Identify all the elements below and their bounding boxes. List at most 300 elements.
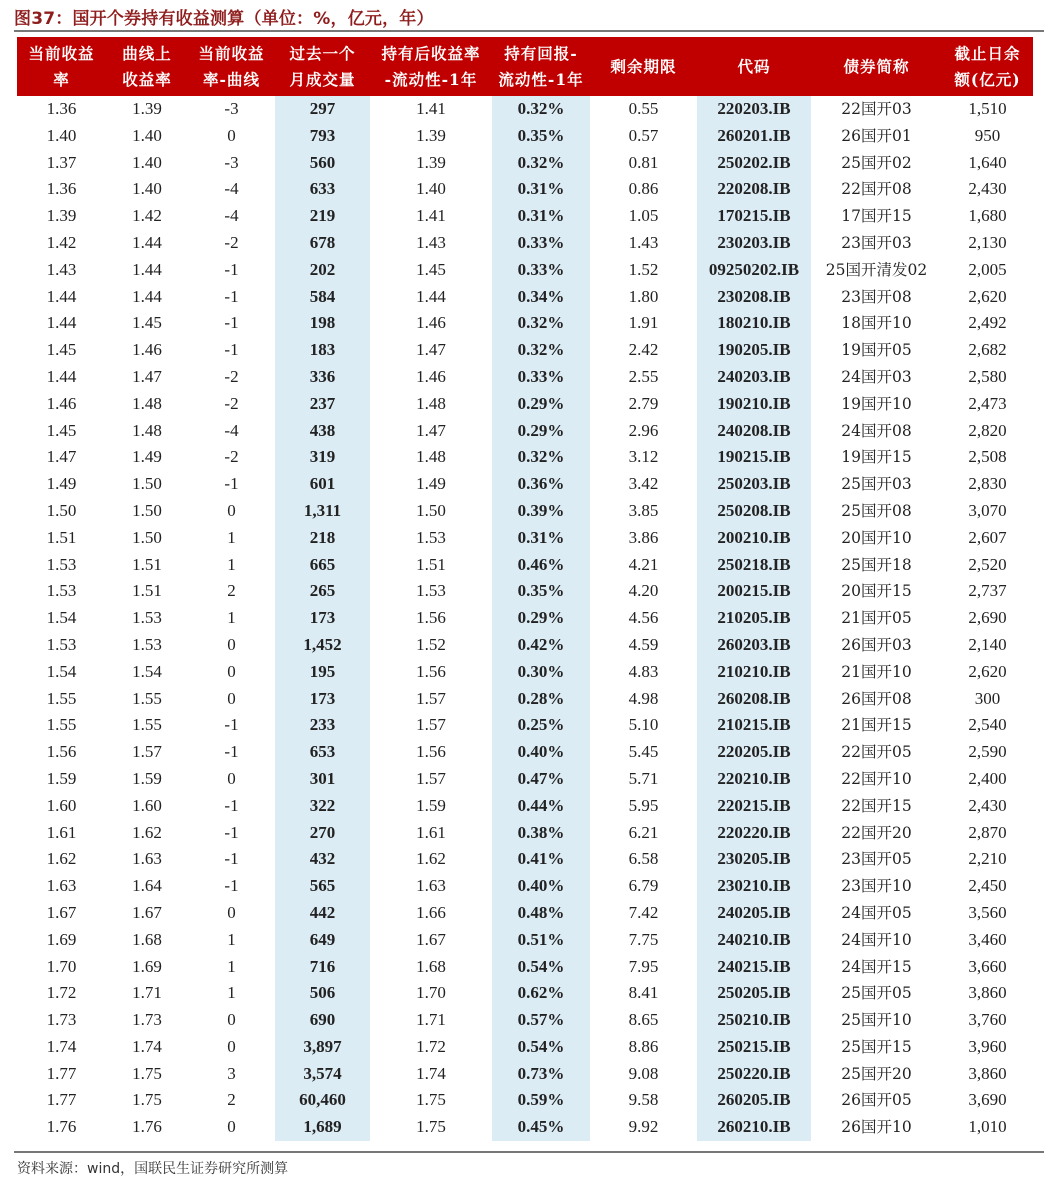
cell-curve-yield: 1.47: [132, 366, 162, 386]
header-line: -流动性-1年: [384, 69, 478, 89]
cell-post-hold-yield: 1.51: [416, 554, 446, 574]
cell-hold-return: 0.35%: [492, 123, 590, 150]
cell-hold-return: 0.34%: [492, 284, 590, 311]
cell-yield-minus-curve: 2: [227, 1090, 236, 1110]
cell-bond-name: 24国开05: [841, 903, 912, 922]
cell-post-hold-yield: 1.40: [416, 179, 446, 199]
table-row: [17, 766, 1033, 793]
cell-monthly-volume: 601: [275, 471, 370, 498]
cell-post-hold-yield: 1.70: [416, 983, 446, 1003]
table-row: [17, 578, 1033, 605]
cell-bond-code: 260201.IB: [697, 123, 811, 150]
cell-monthly-volume: 584: [275, 284, 370, 311]
cell-hold-return: 0.32%: [492, 150, 590, 177]
cell-outstanding-balance: 2,690: [968, 608, 1007, 628]
cell-post-hold-yield: 1.63: [416, 876, 446, 896]
cell-monthly-volume: 202: [275, 257, 370, 284]
cell-bond-name: 25国开15: [841, 1037, 912, 1056]
cell-yield-minus-curve: 0: [227, 1010, 236, 1030]
cell-hold-return: 0.73%: [492, 1061, 590, 1088]
cell-hold-return: 0.31%: [492, 525, 590, 552]
cell-post-hold-yield: 1.57: [416, 768, 446, 788]
cell-monthly-volume: 438: [275, 418, 370, 445]
cell-remaining-term: 0.55: [628, 99, 659, 118]
cell-post-hold-yield: 1.43: [416, 232, 446, 252]
cell-bond-code: 220203.IB: [697, 96, 811, 123]
header-line: 收益率: [122, 69, 172, 89]
cell-remaining-term: 9.58: [628, 1090, 659, 1110]
cell-yield-minus-curve: 0: [227, 1117, 236, 1137]
cell-post-hold-yield: 1.46: [416, 366, 446, 386]
cell-bond-code: 240203.IB: [697, 364, 811, 391]
cell-yield-minus-curve: 3: [227, 1063, 236, 1083]
cell-remaining-term: 3.12: [628, 447, 659, 467]
cell-curve-yield: 1.40: [132, 152, 162, 172]
cell-monthly-volume: 198: [275, 310, 370, 337]
cell-bond-code: 200215.IB: [697, 578, 811, 605]
cell-yield-minus-curve: -2: [224, 447, 239, 467]
cell-bond-name: 19国开10: [841, 394, 912, 413]
cell-curve-yield: 1.40: [132, 179, 162, 199]
header-line: 持有后收益率: [381, 43, 481, 63]
cell-monthly-volume: 442: [275, 900, 370, 927]
cell-bond-name: 19国开15: [841, 448, 912, 467]
cell-bond-name: 26国开08: [841, 689, 912, 708]
cell-bond-name: 25国开08: [841, 501, 912, 520]
cell-remaining-term: 2.42: [628, 340, 659, 360]
cell-bond-code: 190215.IB: [697, 444, 811, 471]
cell-monthly-volume: 173: [275, 686, 370, 713]
cell-hold-return: 0.40%: [492, 739, 590, 766]
cell-outstanding-balance: 2,607: [968, 527, 1007, 547]
table-row: [17, 980, 1033, 1007]
table-row: [17, 900, 1033, 927]
cell-outstanding-balance: 3,560: [968, 902, 1007, 922]
cell-outstanding-balance: 2,830: [968, 474, 1007, 494]
cell-remaining-term: 1.80: [628, 286, 659, 306]
cell-current-yield: 1.74: [46, 1036, 77, 1056]
cell-current-yield: 1.49: [46, 474, 77, 494]
cell-outstanding-balance: 1,680: [968, 206, 1007, 226]
cell-curve-yield: 1.51: [132, 554, 162, 574]
cell-curve-yield: 1.73: [132, 1010, 162, 1030]
cell-bond-name: 24国开15: [841, 957, 912, 976]
cell-bond-name: 25国开03: [841, 475, 912, 494]
cell-hold-return: 0.29%: [492, 418, 590, 445]
cell-bond-code: 220215.IB: [697, 793, 811, 820]
cell-monthly-volume: 633: [275, 176, 370, 203]
cell-monthly-volume: 173: [275, 605, 370, 632]
cell-bond-code: 220208.IB: [697, 176, 811, 203]
bond-holding-return-table: [17, 37, 1033, 1141]
cell-hold-return: 0.47%: [492, 766, 590, 793]
cell-bond-code: 260210.IB: [697, 1114, 811, 1141]
cell-curve-yield: 1.39: [132, 99, 162, 118]
cell-yield-minus-curve: -1: [224, 340, 239, 360]
cell-monthly-volume: 678: [275, 230, 370, 257]
cell-post-hold-yield: 1.47: [416, 420, 446, 440]
table-row: [17, 552, 1033, 579]
cell-outstanding-balance: 3,860: [968, 983, 1007, 1003]
table-row: [17, 498, 1033, 525]
header-line: 额(亿元): [954, 69, 1021, 89]
cell-bond-code: 230205.IB: [697, 846, 811, 873]
cell-post-hold-yield: 1.71: [416, 1010, 446, 1030]
table-row: [17, 471, 1033, 498]
cell-monthly-volume: 560: [275, 150, 370, 177]
cell-outstanding-balance: 2,508: [968, 447, 1007, 467]
cell-outstanding-balance: 3,660: [968, 956, 1007, 976]
cell-current-yield: 1.50: [46, 500, 77, 520]
table-row: [17, 364, 1033, 391]
cell-post-hold-yield: 1.45: [416, 259, 446, 279]
cell-yield-minus-curve: -2: [224, 393, 239, 413]
cell-monthly-volume: 60,460: [275, 1087, 370, 1114]
cell-yield-minus-curve: -1: [224, 286, 239, 306]
cell-post-hold-yield: 1.74: [416, 1063, 446, 1083]
header-bond-name: [811, 37, 942, 96]
cell-outstanding-balance: 2,430: [968, 179, 1007, 199]
header-line: 月成交量: [289, 69, 356, 89]
cell-bond-name: 25国开10: [841, 1011, 912, 1030]
cell-bond-code: 250210.IB: [697, 1007, 811, 1034]
cell-bond-code: 230208.IB: [697, 284, 811, 311]
cell-yield-minus-curve: -4: [224, 179, 239, 199]
cell-remaining-term: 0.86: [628, 179, 659, 199]
header-bond-code: [697, 37, 811, 96]
cell-bond-code: 250202.IB: [697, 150, 811, 177]
cell-bond-name: 17国开15: [841, 207, 912, 226]
cell-hold-return: 0.32%: [492, 310, 590, 337]
cell-remaining-term: 4.59: [628, 634, 659, 654]
cell-monthly-volume: 793: [275, 123, 370, 150]
cell-current-yield: 1.67: [46, 902, 77, 922]
cell-curve-yield: 1.45: [132, 313, 162, 333]
cell-bond-code: 220220.IB: [697, 820, 811, 847]
header-curve-yield: [106, 37, 188, 96]
cell-remaining-term: 2.79: [628, 393, 659, 413]
cell-hold-return: 0.62%: [492, 980, 590, 1007]
cell-current-yield: 1.45: [46, 420, 77, 440]
cell-outstanding-balance: 2,473: [968, 393, 1007, 413]
cell-post-hold-yield: 1.52: [416, 634, 446, 654]
cell-curve-yield: 1.40: [132, 125, 162, 145]
cell-post-hold-yield: 1.41: [416, 99, 446, 118]
table-row: [17, 444, 1033, 471]
cell-yield-minus-curve: -1: [224, 876, 239, 896]
cell-yield-minus-curve: 0: [227, 661, 236, 681]
cell-current-yield: 1.46: [46, 393, 77, 413]
cell-remaining-term: 7.75: [628, 929, 659, 949]
cell-bond-code: 190205.IB: [697, 337, 811, 364]
cell-monthly-volume: 506: [275, 980, 370, 1007]
cell-current-yield: 1.40: [46, 125, 77, 145]
cell-bond-name: 25国开05: [841, 984, 912, 1003]
cell-current-yield: 1.47: [46, 447, 77, 467]
cell-current-yield: 1.77: [46, 1063, 77, 1083]
cell-outstanding-balance: 3,760: [968, 1010, 1007, 1030]
cell-hold-return: 0.25%: [492, 712, 590, 739]
cell-current-yield: 1.44: [46, 286, 77, 306]
cell-bond-code: 250218.IB: [697, 552, 811, 579]
cell-outstanding-balance: 2,400: [968, 768, 1007, 788]
cell-bond-code: 250205.IB: [697, 980, 811, 1007]
cell-yield-minus-curve: 0: [227, 768, 236, 788]
cell-current-yield: 1.72: [46, 983, 77, 1003]
cell-yield-minus-curve: 0: [227, 125, 236, 145]
cell-post-hold-yield: 1.46: [416, 313, 446, 333]
cell-hold-return: 0.41%: [492, 846, 590, 873]
cell-outstanding-balance: 3,460: [968, 929, 1007, 949]
cell-yield-minus-curve: 0: [227, 500, 236, 520]
cell-bond-code: 230203.IB: [697, 230, 811, 257]
cell-hold-return: 0.46%: [492, 552, 590, 579]
cell-bond-code: 240210.IB: [697, 927, 811, 954]
cell-current-yield: 1.73: [46, 1010, 77, 1030]
cell-yield-minus-curve: -1: [224, 259, 239, 279]
cell-yield-minus-curve: -1: [224, 795, 239, 815]
table-row: [17, 1034, 1033, 1061]
cell-monthly-volume: 233: [275, 712, 370, 739]
cell-curve-yield: 1.44: [132, 232, 162, 252]
cell-curve-yield: 1.57: [132, 742, 162, 762]
cell-current-yield: 1.59: [46, 768, 77, 788]
cell-current-yield: 1.42: [46, 232, 77, 252]
cell-monthly-volume: 237: [275, 391, 370, 418]
cell-remaining-term: 5.95: [628, 795, 659, 815]
cell-post-hold-yield: 1.39: [416, 125, 446, 145]
cell-bond-code: 180210.IB: [697, 310, 811, 337]
cell-post-hold-yield: 1.44: [416, 286, 446, 306]
cell-bond-name: 22国开08: [841, 180, 912, 199]
cell-outstanding-balance: 2,140: [968, 634, 1007, 654]
cell-curve-yield: 1.53: [132, 634, 162, 654]
cell-outstanding-balance: 2,492: [968, 313, 1007, 333]
cell-hold-return: 0.28%: [492, 686, 590, 713]
cell-current-yield: 1.53: [46, 554, 77, 574]
header-line: 当前收益: [28, 43, 95, 63]
cell-monthly-volume: 653: [275, 739, 370, 766]
cell-monthly-volume: 319: [275, 444, 370, 471]
cell-bond-name: 21国开05: [841, 609, 912, 628]
cell-yield-minus-curve: -2: [224, 232, 239, 252]
cell-remaining-term: 3.85: [628, 500, 659, 520]
cell-remaining-term: 4.83: [628, 661, 659, 681]
header-monthly-volume: [275, 37, 370, 96]
cell-hold-return: 0.32%: [492, 96, 590, 123]
cell-monthly-volume: 690: [275, 1007, 370, 1034]
header-yield-minus-curve: [188, 37, 275, 96]
cell-remaining-term: 1.05: [628, 206, 659, 226]
cell-remaining-term: 3.42: [628, 474, 659, 494]
cell-current-yield: 1.45: [46, 340, 77, 360]
cell-post-hold-yield: 1.72: [416, 1036, 446, 1056]
cell-remaining-term: 5.10: [628, 715, 659, 735]
cell-outstanding-balance: 2,590: [968, 742, 1007, 762]
title-divider: [14, 30, 1044, 32]
cell-bond-code: 170215.IB: [697, 203, 811, 230]
cell-bond-name: 26国开10: [841, 1118, 912, 1137]
cell-post-hold-yield: 1.50: [416, 500, 446, 520]
cell-monthly-volume: 195: [275, 659, 370, 686]
cell-bond-name: 24国开03: [841, 367, 912, 386]
cell-post-hold-yield: 1.56: [416, 661, 446, 681]
cell-bond-code: 240205.IB: [697, 900, 811, 927]
cell-curve-yield: 1.55: [132, 715, 162, 735]
header-line: 曲线上: [122, 43, 172, 63]
cell-yield-minus-curve: 1: [227, 983, 236, 1003]
cell-outstanding-balance: 2,870: [968, 822, 1007, 842]
cell-post-hold-yield: 1.47: [416, 340, 446, 360]
cell-post-hold-yield: 1.49: [416, 474, 446, 494]
cell-post-hold-yield: 1.57: [416, 688, 446, 708]
header-line: 债券简称: [843, 56, 910, 76]
cell-outstanding-balance: 1,510: [968, 99, 1007, 118]
table-row: [17, 391, 1033, 418]
cell-remaining-term: 0.57: [628, 125, 659, 145]
cell-remaining-term: 1.43: [628, 232, 659, 252]
cell-curve-yield: 1.76: [132, 1117, 162, 1137]
cell-curve-yield: 1.50: [132, 474, 162, 494]
header-line: 剩余期限: [610, 56, 677, 76]
table-row: [17, 525, 1033, 552]
cell-bond-code: 210205.IB: [697, 605, 811, 632]
cell-yield-minus-curve: 1: [227, 929, 236, 949]
cell-hold-return: 0.44%: [492, 793, 590, 820]
cell-yield-minus-curve: 1: [227, 554, 236, 574]
cell-curve-yield: 1.75: [132, 1063, 162, 1083]
cell-outstanding-balance: 2,210: [968, 849, 1007, 869]
cell-remaining-term: 9.08: [628, 1063, 659, 1083]
cell-current-yield: 1.60: [46, 795, 77, 815]
header-line: 当前收益: [198, 43, 265, 63]
cell-bond-name: 26国开05: [841, 1091, 912, 1110]
header-line: 代码: [737, 56, 771, 76]
cell-bond-name: 25国开20: [841, 1064, 912, 1083]
cell-curve-yield: 1.63: [132, 849, 162, 869]
cell-outstanding-balance: 2,820: [968, 420, 1007, 440]
cell-remaining-term: 5.71: [628, 768, 659, 788]
cell-current-yield: 1.76: [46, 1117, 77, 1137]
header-post-hold-yield: [370, 37, 492, 96]
header-line: 持有回报-: [504, 43, 578, 63]
cell-monthly-volume: 649: [275, 927, 370, 954]
cell-current-yield: 1.77: [46, 1090, 77, 1110]
cell-post-hold-yield: 1.53: [416, 527, 446, 547]
cell-hold-return: 0.38%: [492, 820, 590, 847]
header-line: 率-曲线: [203, 69, 260, 89]
cell-yield-minus-curve: -1: [224, 313, 239, 333]
cell-post-hold-yield: 1.68: [416, 956, 446, 976]
cell-outstanding-balance: 1,640: [968, 152, 1007, 172]
cell-bond-name: 19国开05: [841, 341, 912, 360]
cell-bond-name: 23国开08: [841, 287, 912, 306]
cell-bond-name: 21国开15: [841, 716, 912, 735]
cell-hold-return: 0.54%: [492, 954, 590, 981]
cell-monthly-volume: 1,689: [275, 1114, 370, 1141]
table-row: [17, 1061, 1033, 1088]
cell-bond-code: 09250202.IB: [697, 257, 811, 284]
cell-curve-yield: 1.44: [132, 259, 162, 279]
table-row: [17, 176, 1033, 203]
table-row: [17, 123, 1033, 150]
cell-outstanding-balance: 1,010: [968, 1117, 1007, 1137]
table-row: [17, 927, 1033, 954]
cell-post-hold-yield: 1.75: [416, 1090, 446, 1110]
cell-hold-return: 0.33%: [492, 230, 590, 257]
cell-post-hold-yield: 1.59: [416, 795, 446, 815]
cell-remaining-term: 8.41: [628, 983, 659, 1003]
cell-hold-return: 0.32%: [492, 337, 590, 364]
cell-curve-yield: 1.64: [132, 876, 162, 896]
cell-post-hold-yield: 1.56: [416, 608, 446, 628]
cell-monthly-volume: 301: [275, 766, 370, 793]
cell-hold-return: 0.45%: [492, 1114, 590, 1141]
header-line: 过去一个: [289, 43, 356, 63]
cell-yield-minus-curve: -1: [224, 474, 239, 494]
cell-bond-name: 23国开10: [841, 877, 912, 896]
cell-bond-code: 200210.IB: [697, 525, 811, 552]
cell-yield-minus-curve: -1: [224, 715, 239, 735]
cell-remaining-term: 4.98: [628, 688, 659, 708]
cell-bond-code: 260205.IB: [697, 1087, 811, 1114]
cell-monthly-volume: 336: [275, 364, 370, 391]
cell-current-yield: 1.54: [46, 608, 77, 628]
cell-bond-name: 23国开05: [841, 850, 912, 869]
cell-monthly-volume: 265: [275, 578, 370, 605]
cell-bond-name: 26国开03: [841, 635, 912, 654]
cell-yield-minus-curve: -4: [224, 206, 239, 226]
header-line: 流动性-1年: [498, 69, 584, 89]
cell-bond-code: 260203.IB: [697, 632, 811, 659]
source-note: 资料来源：wind，国联民生证券研究所测算: [17, 1161, 289, 1177]
table-row: [17, 1114, 1033, 1141]
cell-outstanding-balance: 2,620: [968, 661, 1007, 681]
cell-yield-minus-curve: -1: [224, 742, 239, 762]
cell-bond-code: 230210.IB: [697, 873, 811, 900]
cell-bond-name: 21国开10: [841, 662, 912, 681]
cell-bond-code: 250220.IB: [697, 1061, 811, 1088]
cell-bond-name: 22国开15: [841, 796, 912, 815]
cell-curve-yield: 1.44: [132, 286, 162, 306]
cell-curve-yield: 1.50: [132, 500, 162, 520]
cell-bond-code: 240208.IB: [697, 418, 811, 445]
cell-current-yield: 1.61: [46, 822, 77, 842]
cell-post-hold-yield: 1.62: [416, 849, 446, 869]
cell-bond-code: 250215.IB: [697, 1034, 811, 1061]
header-outstanding-balance: [942, 37, 1033, 96]
table-row: [17, 712, 1033, 739]
cell-curve-yield: 1.75: [132, 1090, 162, 1110]
cell-bond-name: 22国开05: [841, 743, 912, 762]
table-row: [17, 310, 1033, 337]
cell-post-hold-yield: 1.67: [416, 929, 446, 949]
cell-curve-yield: 1.59: [132, 768, 162, 788]
cell-post-hold-yield: 1.57: [416, 715, 446, 735]
cell-yield-minus-curve: 1: [227, 608, 236, 628]
table-row: [17, 686, 1033, 713]
cell-outstanding-balance: 2,130: [968, 232, 1007, 252]
cell-monthly-volume: 297: [275, 96, 370, 123]
cell-monthly-volume: 3,897: [275, 1034, 370, 1061]
header-line: 率: [53, 69, 70, 89]
table-body: [17, 96, 1033, 1141]
cell-bond-name: 22国开20: [841, 823, 912, 842]
cell-remaining-term: 7.95: [628, 956, 659, 976]
cell-hold-return: 0.59%: [492, 1087, 590, 1114]
cell-monthly-volume: 183: [275, 337, 370, 364]
cell-hold-return: 0.51%: [492, 927, 590, 954]
